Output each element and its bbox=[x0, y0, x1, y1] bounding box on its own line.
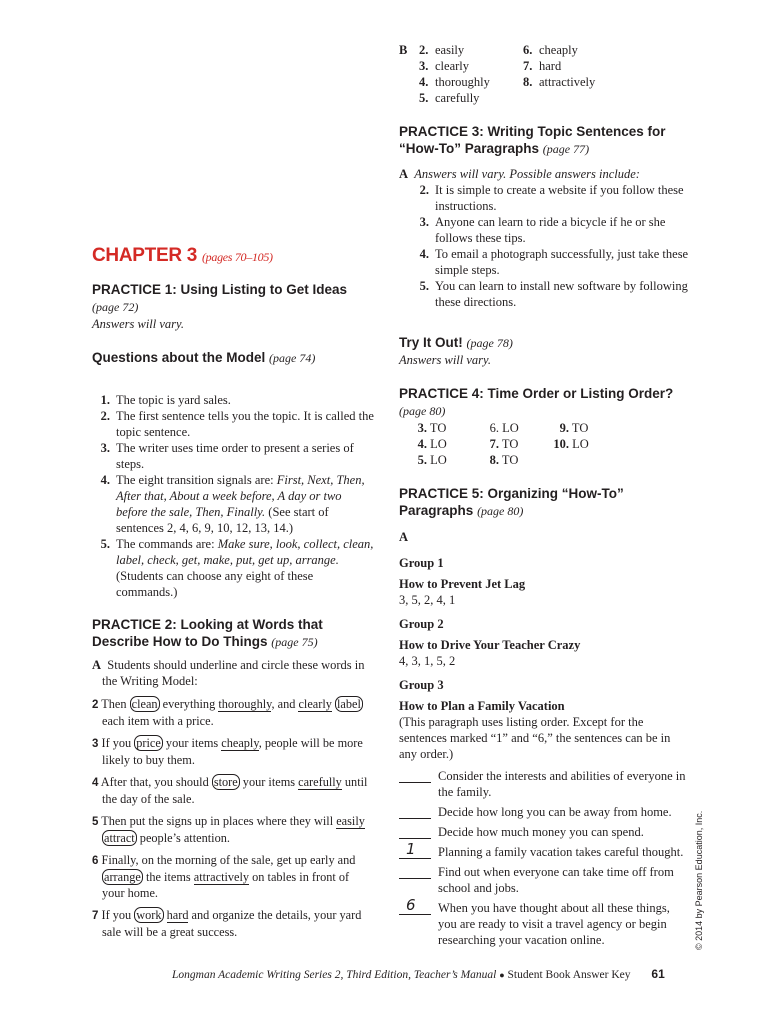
sentence-text: people’s attention. bbox=[136, 831, 230, 845]
list-item bbox=[92, 392, 374, 408]
model-sentence bbox=[92, 813, 374, 846]
answer-value: TO bbox=[501, 453, 519, 467]
answer-number: 4. bbox=[417, 437, 427, 451]
order-item-text: Planning a family vacation takes careful thought. bbox=[438, 845, 684, 859]
group-title: How to Drive Your Teacher Crazy bbox=[399, 638, 581, 652]
b-answer-number: 2. bbox=[419, 43, 429, 57]
handwritten-number: 1 bbox=[406, 840, 416, 858]
group-label: Group 1 bbox=[399, 556, 444, 570]
sentence-text: everything bbox=[159, 697, 219, 711]
b-answer bbox=[419, 90, 523, 106]
practice-2-instruction: A Students should underline and circle these words in the Writing Model: bbox=[92, 658, 365, 688]
b-answer-word: cheaply bbox=[539, 43, 578, 57]
list-item bbox=[92, 408, 374, 440]
b-answer-number: 7. bbox=[523, 59, 533, 73]
item-text: Anyone can learn to ride a bicycle if he or she follows these tips. bbox=[435, 215, 666, 245]
circled-verb: work bbox=[136, 908, 162, 922]
writing-model-sentences bbox=[92, 696, 374, 940]
circled-verb: price bbox=[136, 736, 161, 750]
underlined-adverb: cheaply bbox=[221, 736, 259, 750]
sentence-text: After that, you should bbox=[98, 775, 212, 789]
answer-number: 8. bbox=[489, 453, 499, 467]
item-number: 3. bbox=[100, 441, 110, 455]
underlined-adverb: clearly bbox=[298, 697, 332, 711]
sentence-number: 2 bbox=[92, 699, 99, 711]
b-answer-number: 3. bbox=[419, 59, 429, 73]
sentence-text: If you bbox=[98, 908, 135, 922]
answer-blank bbox=[399, 914, 431, 915]
practice-2-heading: PRACTICE 2: Looking at Words that Describe How to Do Things (page 75) bbox=[92, 617, 323, 649]
practice-5-heading: PRACTICE 5: Organizing “How-To” Paragraphs (page 80) bbox=[399, 486, 624, 518]
list-item bbox=[399, 246, 689, 278]
underlined-adverb: hard bbox=[166, 908, 189, 922]
order-item bbox=[399, 768, 689, 800]
group-title: How to Plan a Family Vacation bbox=[399, 699, 565, 713]
group-block bbox=[399, 616, 689, 669]
b-answer-number: 4. bbox=[419, 75, 429, 89]
sentence-text: until the day of the sale. bbox=[102, 775, 368, 806]
b-answer bbox=[523, 42, 689, 58]
practice-4-heading: PRACTICE 4: Time Order or Listing Order? (page 80) bbox=[399, 386, 674, 418]
model-answers-list bbox=[92, 392, 374, 600]
try-it-out-heading: Try It Out! (page 78) bbox=[399, 335, 513, 350]
sentence-text: , and bbox=[271, 697, 299, 711]
item-text: Make sure, look, collect, clean, label, check, get, make, put, get up, arrange. bbox=[116, 537, 374, 567]
order-item-text: Decide how long you can be away from home. bbox=[438, 805, 672, 819]
answer-number: 7. bbox=[489, 437, 499, 451]
answer-number: 9. bbox=[559, 421, 569, 435]
answer-blank bbox=[399, 818, 431, 819]
b-answer bbox=[419, 42, 523, 58]
answer-number: 5. bbox=[417, 453, 427, 467]
b-answer-number: 6. bbox=[523, 43, 533, 57]
answer-blank bbox=[399, 858, 431, 859]
model-sentence bbox=[92, 907, 374, 940]
sentence-number: 3 bbox=[92, 738, 99, 750]
practice-3-heading: PRACTICE 3: Writing Topic Sentences for “How-To” Paragraphs (page 77) bbox=[399, 124, 666, 156]
practice-5-groups bbox=[399, 555, 689, 762]
item-text: To email a photograph successfully, just take these simple steps. bbox=[435, 247, 689, 277]
b-answer bbox=[419, 58, 523, 74]
sentence-number: 4 bbox=[92, 777, 99, 789]
item-text: (Students can choose any eight of these commands.) bbox=[116, 569, 314, 599]
answer-cell bbox=[547, 420, 607, 436]
item-text: First, Next, Then, After that, About a week before, A day or two before the sale, Then, Finally. bbox=[116, 473, 365, 519]
group-title: How to Prevent Jet Lag bbox=[399, 577, 526, 591]
answer-blank bbox=[399, 878, 431, 879]
circled-verb: label bbox=[337, 697, 361, 711]
group-answer: (This paragraph uses listing order. Except for the sentences marked “1” and “6,” the sentences can be in any order.) bbox=[399, 715, 671, 761]
b-answer bbox=[419, 74, 523, 90]
model-sentence bbox=[92, 852, 374, 901]
right-column bbox=[399, 42, 689, 952]
b-answer-number: 5. bbox=[419, 91, 429, 105]
group-block bbox=[399, 555, 689, 608]
answer-value: LO bbox=[572, 437, 589, 451]
model-questions-heading: Questions about the Model (page 74) bbox=[92, 350, 316, 365]
circled-verb: store bbox=[213, 775, 238, 789]
answer-cell bbox=[477, 436, 547, 452]
model-sentence bbox=[92, 735, 374, 768]
practice-3-intro: A Answers will vary. Possible answers include: bbox=[399, 167, 640, 181]
answer-row bbox=[399, 436, 689, 452]
sentence-text: Finally, on the morning of the sale, get up early and bbox=[98, 853, 356, 867]
item-text: You can learn to install new software by following these directions. bbox=[435, 279, 688, 309]
model-sentence bbox=[92, 696, 374, 729]
sentence-text: each item with a price. bbox=[102, 714, 214, 728]
answer-value: LO bbox=[502, 421, 519, 435]
sentence-text: and organize the details, your yard sale will be a great success. bbox=[102, 908, 362, 939]
answer-cell bbox=[477, 420, 547, 436]
list-item bbox=[92, 536, 374, 600]
sentence-number: 7 bbox=[92, 910, 99, 922]
copyright-notice: © 2014 by Pearson Education, Inc. bbox=[694, 810, 704, 950]
underlined-adverb: thoroughly bbox=[218, 697, 272, 711]
b-answer-word: easily bbox=[435, 43, 465, 57]
item-number: 5. bbox=[100, 537, 110, 551]
answer-blank bbox=[399, 782, 431, 783]
page-footer bbox=[172, 966, 672, 983]
b-answer-number: 8. bbox=[523, 75, 533, 89]
chapter-heading: CHAPTER 3 (pages 70–105) bbox=[92, 245, 273, 266]
answer-cell bbox=[547, 436, 607, 452]
sentence-text: your items bbox=[239, 775, 299, 789]
group-answer: 4, 3, 1, 5, 2 bbox=[399, 654, 456, 668]
answer-number: 6. bbox=[489, 421, 499, 435]
b-answer bbox=[523, 74, 689, 90]
group-label: Group 2 bbox=[399, 617, 444, 631]
sentence-number: 6 bbox=[92, 855, 99, 867]
order-item-text: Consider the interests and abilities of everyone in the family. bbox=[438, 769, 686, 799]
sentence-text: your items bbox=[162, 736, 222, 750]
b-answer-word: thoroughly bbox=[435, 75, 490, 89]
footer-book-title: Longman Academic Writing Series 2, Third Edition, Teacher’s Manual bbox=[172, 969, 497, 981]
item-text: The topic is yard sales. bbox=[116, 393, 231, 407]
underlined-adverb: easily bbox=[336, 814, 365, 828]
item-text: The eight transition signals are: bbox=[116, 473, 277, 487]
order-item-text: When you have thought about all these things, you are ready to visit a travel agency or begin researching your vacation online. bbox=[438, 901, 670, 947]
footer-bullet: ● bbox=[499, 970, 505, 980]
order-item-text: Decide how much money you can spend. bbox=[438, 825, 644, 839]
model-sentence bbox=[92, 774, 374, 807]
answer-cell bbox=[405, 452, 477, 468]
answer-number: 10. bbox=[553, 437, 569, 451]
b-answer-word: attractively bbox=[539, 75, 596, 89]
answer-blank bbox=[399, 838, 431, 839]
circled-verb: arrange bbox=[104, 870, 141, 884]
b-answers-right bbox=[523, 42, 689, 106]
item-number: 4. bbox=[419, 247, 429, 261]
answer-value: TO bbox=[429, 421, 447, 435]
sentence-text: the items bbox=[142, 870, 194, 884]
list-item bbox=[92, 440, 374, 472]
sentence-text: , people will be more likely to buy them. bbox=[102, 736, 363, 767]
item-number: 1. bbox=[100, 393, 110, 407]
item-text: It is simple to create a website if you follow these instructions. bbox=[435, 183, 684, 213]
sentence-text: Then put the signs up in places where they will bbox=[98, 814, 337, 828]
sentence-text: on tables in front of your home. bbox=[102, 870, 350, 900]
order-item bbox=[399, 896, 689, 948]
b-answer-word: clearly bbox=[435, 59, 470, 73]
answer-value: LO bbox=[430, 437, 447, 451]
item-number: 2. bbox=[100, 409, 110, 423]
circled-verb: clean bbox=[131, 697, 158, 711]
practice-5-a-label: A bbox=[399, 530, 409, 544]
answer-cell bbox=[405, 436, 477, 452]
sentence-number: 5 bbox=[92, 816, 99, 828]
b-answer-word: hard bbox=[539, 59, 562, 73]
item-number: 4. bbox=[100, 473, 110, 487]
item-text: The commands are: bbox=[116, 537, 218, 551]
item-text: (See start of sentences 2, 4, 6, 9, 10, 12, 13, 14.) bbox=[116, 505, 329, 535]
answer-value: LO bbox=[430, 453, 447, 467]
order-item bbox=[399, 864, 689, 896]
answer-cell bbox=[405, 420, 477, 436]
sentence-text: If you bbox=[98, 736, 135, 750]
b-answer-word: carefully bbox=[435, 91, 480, 105]
list-item bbox=[92, 472, 374, 536]
practice-1-answer: Answers will vary. bbox=[92, 317, 185, 331]
list-item bbox=[399, 182, 689, 214]
practice-1-heading: PRACTICE 1: Using Listing to Get Ideas (page 72) bbox=[92, 282, 348, 314]
practice-3-answers-list bbox=[399, 182, 689, 310]
item-number: 2. bbox=[419, 183, 429, 197]
underlined-adverb: carefully bbox=[298, 775, 342, 789]
group-block bbox=[399, 677, 689, 762]
b-answers-left bbox=[419, 42, 523, 106]
footer-section: Student Book Answer Key bbox=[507, 969, 631, 981]
circled-verb: attract bbox=[104, 831, 135, 845]
list-item bbox=[399, 214, 689, 246]
answer-value: TO bbox=[571, 421, 589, 435]
practice-4-answers bbox=[399, 420, 689, 468]
answer-number: 3. bbox=[417, 421, 427, 435]
group-answer: 3, 5, 2, 4, 1 bbox=[399, 593, 456, 607]
answer-row bbox=[399, 452, 689, 468]
order-item-text: Find out when everyone can take time off from school and jobs. bbox=[438, 865, 674, 895]
answer-value: TO bbox=[501, 437, 519, 451]
list-item bbox=[399, 278, 689, 310]
try-it-out-answer: Answers will vary. bbox=[399, 353, 492, 367]
vacation-order-list bbox=[399, 768, 689, 948]
answer-cell bbox=[477, 452, 547, 468]
order-item bbox=[399, 840, 689, 860]
left-column bbox=[92, 245, 374, 946]
order-item bbox=[399, 804, 689, 820]
item-text: The writer uses time order to present a series of steps. bbox=[116, 441, 354, 471]
sentence-text: Then bbox=[98, 697, 130, 711]
b-answer bbox=[523, 58, 689, 74]
handwritten-number: 6 bbox=[406, 896, 416, 914]
item-text: The first sentence tells you the topic. It is called the topic sentence. bbox=[116, 409, 374, 439]
item-number: 3. bbox=[419, 215, 429, 229]
answer-row bbox=[399, 420, 689, 436]
item-number: 5. bbox=[419, 279, 429, 293]
group-label: Group 3 bbox=[399, 678, 444, 692]
order-item bbox=[399, 824, 689, 840]
page-number: 61 bbox=[651, 967, 665, 981]
underlined-adverb: attractively bbox=[193, 870, 250, 884]
practice-2-b-answers: B 2. easily 3. clearly 4. thoroughly 5. carefully 6. cheaply 7. hard 8. attractively bbox=[399, 42, 689, 106]
